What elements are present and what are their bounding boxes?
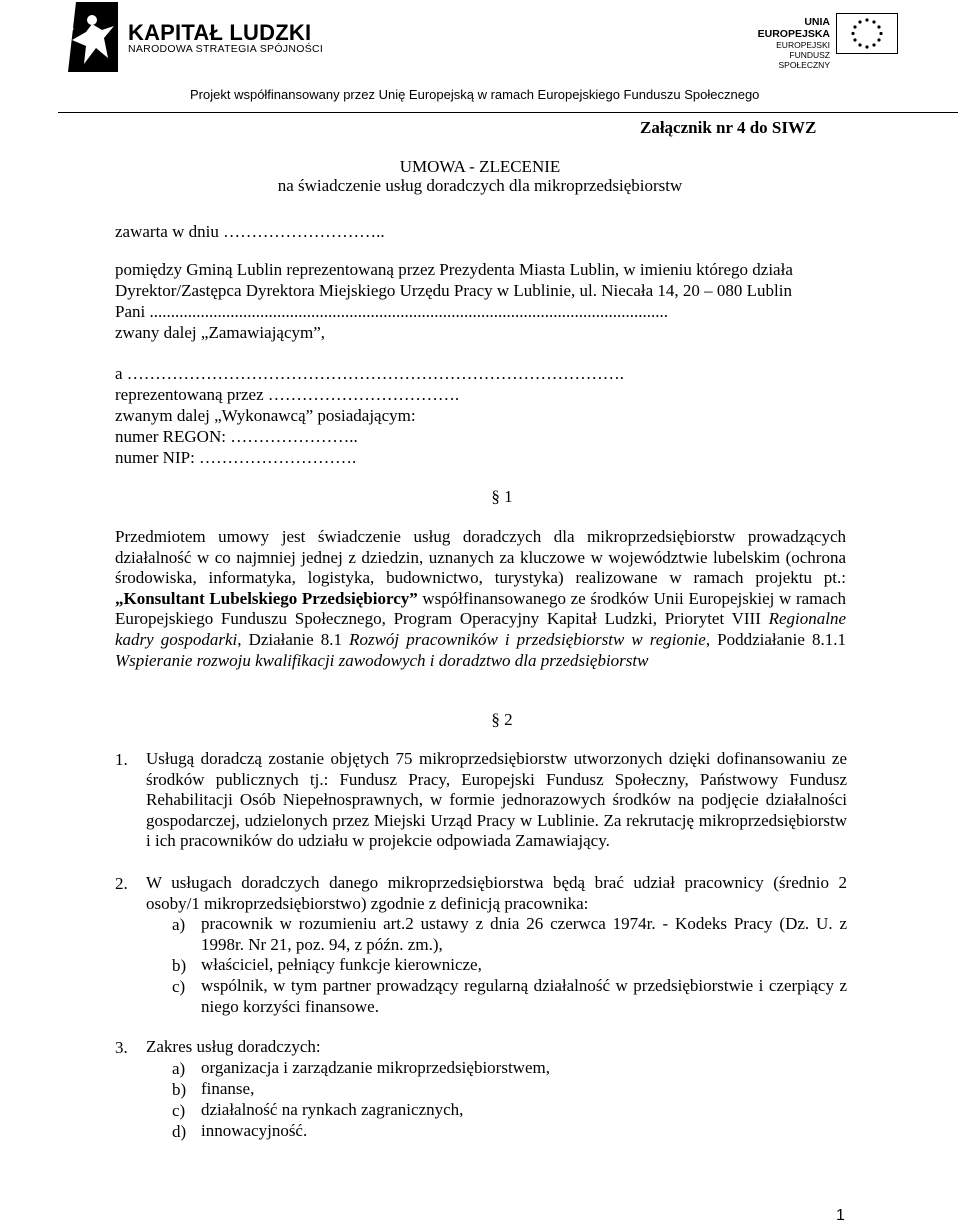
- item-2a-text: pracownik w rozumieniu art.2 ustawy z dnia 26 czerwca 1974r. - Kodeks Pracy (Dz. U. z 1998r. Nr 21, poz. 94, z późn. zm.),: [201, 914, 847, 954]
- s1-priority-name: Regionalne kadry gospodarki: [115, 609, 846, 649]
- section-2-mark: § 2: [491, 710, 513, 729]
- s1-project-name: „Konsultant Lubelskiego Przedsiębiorcy”: [115, 588, 418, 608]
- section-1-paragraph: [115, 527, 846, 671]
- item-3c-letter: c): [172, 1101, 186, 1120]
- item-1-number: 1.: [115, 750, 128, 769]
- page-number: 1: [836, 1207, 845, 1224]
- s1-text-2: współfinansowanego ze środków Unii Europejskiej w ramach Europejskiego Funduszu Społecznego, Program Operacyjny Kapitał Ludzki, Priorytet VIII: [115, 588, 846, 629]
- item-2b-letter: b): [172, 956, 187, 975]
- item-3c-text: działalność na rynkach zagranicznych,: [201, 1100, 464, 1119]
- item-2-text: W usługach doradczych danego mikroprzedsiębiorstwa będą brać udział pracownicy (średnio 2 osoby/1 mikroprzedsiębiorstwo) zgodnie z definicją pracownika:: [146, 873, 847, 913]
- eu-flag-icon: [836, 13, 898, 54]
- ue-line1: EUROPEJSKI: [776, 40, 830, 50]
- party-line-3: Pani ..........................................................................................................................: [115, 302, 668, 321]
- item-3-text: Zakres usług doradczych:: [146, 1037, 321, 1056]
- item-2a-letter: a): [172, 915, 186, 934]
- concluded-date-line: zawarta w dniu ………………………..: [115, 222, 385, 241]
- item-3b-letter: b): [172, 1080, 187, 1099]
- party-line-2: Dyrektor/Zastępca Dyrektora Miejskiego Urzędu Pracy w Lublinie, ul. Niecała 14, 20 – 080 Lublin: [115, 281, 792, 300]
- ue-title: UNIA EUROPEJSKA: [757, 16, 830, 40]
- ue-label-block: [746, 16, 830, 70]
- item-3d-text: innowacyjność.: [201, 1121, 308, 1140]
- document-subtitle: na świadczenie usług doradczych dla mikroprzedsiębiorstw: [277, 176, 683, 195]
- ue-line2: FUNDUSZ SPOŁECZNY: [778, 50, 830, 70]
- star-figure-icon: [62, 2, 118, 72]
- s1-action-name: Rozwój pracowników i przedsiębiorstw w regionie: [349, 629, 706, 649]
- header-divider: [58, 112, 958, 113]
- item-2b-text: właściciel, pełniący funkcje kierownicze,: [201, 955, 482, 974]
- item-3a-text: organizacja i zarządzanie mikroprzedsiębiorstwem,: [201, 1058, 550, 1077]
- s1-text-3: , Działanie 8.1: [237, 629, 350, 649]
- item-2c-letter: c): [172, 977, 186, 996]
- kl-title: KAPITAŁ LUDZKI: [128, 20, 312, 45]
- item-3a-letter: a): [172, 1059, 186, 1078]
- s1-text-4: , Poddziałanie 8.1.1: [705, 629, 846, 649]
- regon-line: numer REGON: …………………..: [115, 427, 358, 446]
- section-1-mark: § 1: [491, 487, 513, 506]
- kapital-ludzki-logo: [62, 2, 118, 72]
- contractor-called-line: zwanym dalej „Wykonawcą” posiadającym:: [115, 406, 416, 425]
- item-3-number: 3.: [115, 1038, 128, 1057]
- item-2-number: 2.: [115, 874, 128, 893]
- contractor-represented-line: reprezentowaną przez …………………………….: [115, 385, 460, 404]
- document-title: UMOWA - ZLECENIE: [399, 157, 561, 176]
- attachment-label: Załącznik nr 4 do SIWZ: [640, 118, 817, 137]
- party-line-4: zwany dalej „Zamawiającym”,: [115, 323, 326, 342]
- item-1-text: Usługą doradczą zostanie objętych 75 mikroprzedsiębiorstw utworzonych dzięki dofinansowaniu ze środków publicznych tj.: Fundusz Pracy, Europejski Fundusz Społeczny, Państwowy Fundusz Rehabilitacji Osób Niepełnosprawnych, w formie jednorazowych środków na podjęcie działalności gospodarczej, udzielonych przez Miejski Urząd Pracy w Lublinie. Za rekrutację mikroprzedsiębiorstw i ich pracowników do udziału w projekcie odpowiada Zamawiający.: [146, 749, 847, 851]
- item-3b-text: finanse,: [201, 1079, 255, 1098]
- title-block: [190, 157, 770, 195]
- s1-subaction-name: Wspieranie rozwoju kwalifikacji zawodowych i doradztwo dla przedsiębiorstw: [115, 650, 649, 670]
- item-3d-letter: d): [172, 1122, 187, 1141]
- contractor-name-line: a …………………………………………………………………………….: [115, 364, 625, 383]
- project-cofinancing-line: Projekt współfinansowany przez Unię Europejską w ramach Europejskiego Funduszu Społecznego: [190, 87, 760, 102]
- s1-text-1: Przedmiotem umowy jest świadczenie usług doradczych dla mikroprzedsiębiorstw prowadzących działalność w co najmniej jednej z dziedzin, uznanych za kluczowe w województwie lubelskim (ochrona środowiska, informatyka, logistyka, budownictwo, turystyka) realizowane w ramach projektu pt.:: [115, 527, 846, 588]
- party-line-1: pomiędzy Gminą Lublin reprezentowaną przez Prezydenta Miasta Lublin, w imieniu którego działa: [115, 260, 793, 279]
- kl-subtitle: NARODOWA STRATEGIA SPÓJNOŚCI: [128, 43, 324, 55]
- item-2c-text: wspólnik, w tym partner prowadzący regularną działalność w przedsiębiorstwie i czerpiący z niego korzyści finansowe.: [201, 976, 847, 1016]
- nip-line: numer NIP: ……………………….: [115, 448, 357, 467]
